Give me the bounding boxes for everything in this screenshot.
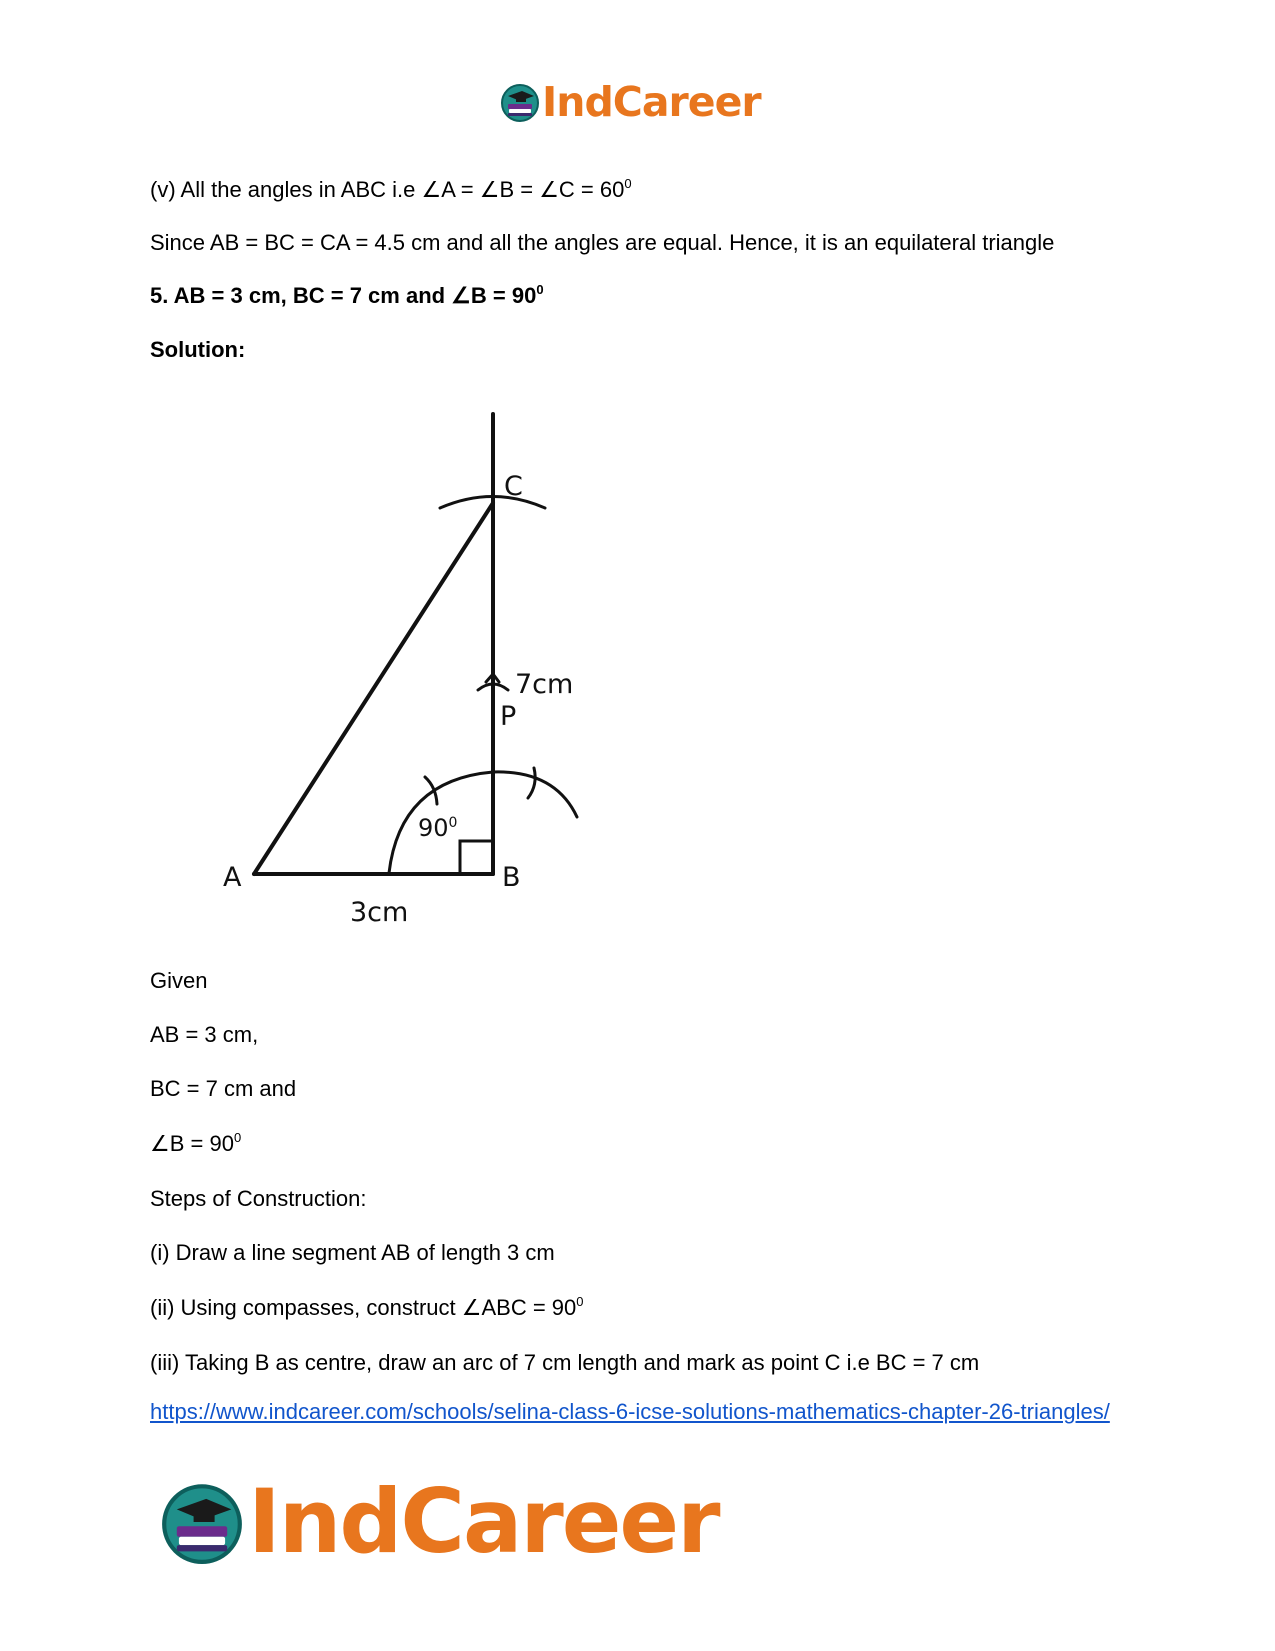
label-a: A bbox=[223, 862, 242, 893]
brand-name-large: IndCareer bbox=[248, 1470, 719, 1573]
header-logo bbox=[500, 78, 761, 126]
construction-figure bbox=[210, 400, 590, 940]
label-p: P bbox=[500, 701, 517, 732]
step-3: (iii) Taking B as centre, draw an arc of 7 cm length and mark as point C i.e BC = 7 cm bbox=[150, 1350, 980, 1375]
label-b: B bbox=[502, 862, 521, 893]
label-7cm: 7cm bbox=[515, 669, 574, 700]
question-5: 5. AB = 3 cm, BC = 7 cm and ∠B = $90^0$ bbox=[150, 282, 544, 308]
text-line-equilateral: Since AB = BC = CA = 4.5 cm and all the angles are equal. Hence, it is an equilateral triangle bbox=[150, 230, 1055, 255]
label-angle: $90^0$ bbox=[418, 814, 458, 842]
label-c: C bbox=[504, 471, 523, 502]
brand-name: IndCareer bbox=[542, 78, 761, 126]
graduation-book-icon bbox=[500, 82, 540, 122]
solution-heading: Solution: bbox=[150, 337, 246, 362]
text-line-angles: (v) All the angles in ABC i.e ∠A = ∠B = ∠C = $60^0$ bbox=[150, 176, 632, 202]
footer-logo bbox=[160, 1470, 719, 1573]
graduation-book-icon bbox=[160, 1480, 244, 1564]
source-link[interactable]: https://www.indcareer.com/schools/selina-class-6-icse-solutions-mathematics-chapter-26-triangles/ bbox=[150, 1399, 1110, 1424]
right-angle-mark bbox=[460, 841, 493, 874]
label-3cm: 3cm bbox=[350, 897, 409, 928]
step-2: (ii) Using compasses, construct ∠ABC = $90^0$ bbox=[150, 1294, 584, 1320]
step-1: (i) Draw a line segment AB of length 3 cm bbox=[150, 1240, 555, 1265]
arc-tick-left bbox=[425, 777, 437, 804]
given-ab: AB = 3 cm, bbox=[150, 1022, 259, 1047]
given-bc: BC = 7 cm and bbox=[150, 1076, 297, 1101]
steps-heading: Steps of Construction: bbox=[150, 1186, 367, 1211]
arc-tick-right bbox=[528, 768, 535, 798]
given-heading: Given bbox=[150, 968, 208, 993]
given-angle-b: ∠B = $90^0$ bbox=[150, 1130, 242, 1156]
